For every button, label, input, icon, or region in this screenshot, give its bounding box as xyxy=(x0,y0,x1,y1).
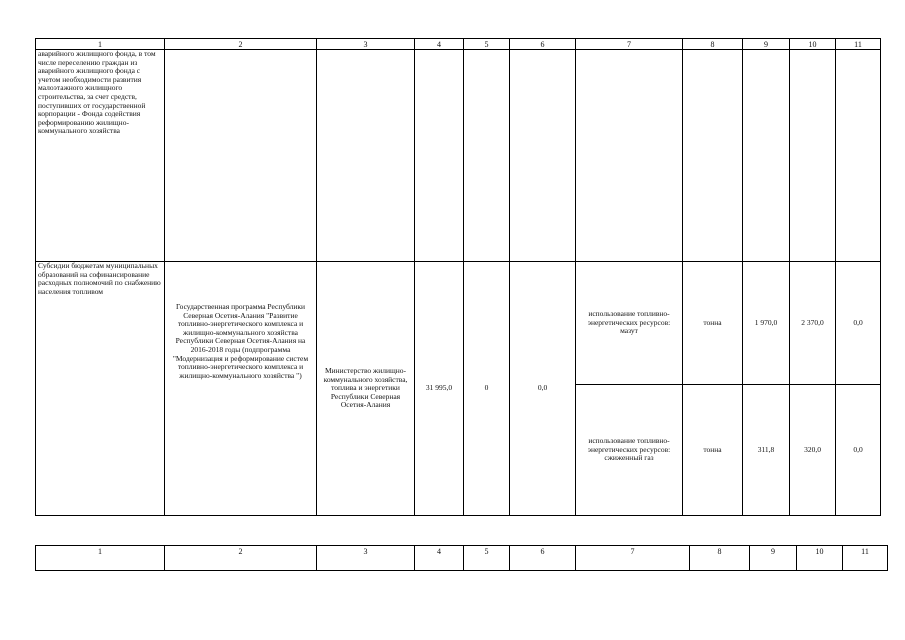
column-number: 9 xyxy=(743,39,790,50)
column-number: 10 xyxy=(790,39,836,50)
indicator-name-cell: использование топливно-энергетических ресурсов: мазут xyxy=(576,262,683,385)
column-number: 11 xyxy=(836,39,881,50)
column-number: 10 xyxy=(797,546,843,571)
column-number: 6 xyxy=(510,546,576,571)
column-number: 1 xyxy=(36,546,165,571)
value-cell: 311,8 xyxy=(743,385,790,516)
value-cell: 1 970,0 xyxy=(743,262,790,385)
continuation-header-table xyxy=(35,545,888,571)
ministry-cell: Министерство жилищно-коммунального хозяйства, топлива и энергетики Республики Северная Осетия-Алания xyxy=(317,262,415,516)
column-number: 2 xyxy=(165,39,317,50)
table-row xyxy=(36,262,881,385)
column-number: 5 xyxy=(464,546,510,571)
column-number: 11 xyxy=(843,546,888,571)
column-number: 2 xyxy=(165,546,317,571)
column-number-row xyxy=(36,546,888,571)
column-number: 9 xyxy=(750,546,797,571)
value-cell: 2 370,0 xyxy=(790,262,836,385)
indicator-name-cell: использование топливно-энергетических ресурсов: сжиженный газ xyxy=(576,385,683,516)
value-cell: 0,0 xyxy=(836,262,881,385)
column-number: 8 xyxy=(690,546,750,571)
unit-cell: тонна xyxy=(683,262,743,385)
column-number: 7 xyxy=(576,546,690,571)
column-number-row xyxy=(36,39,881,50)
column-number: 3 xyxy=(317,546,415,571)
value-cell: 320,0 xyxy=(790,385,836,516)
subsidy-name-cell: Субсидии бюджетам муниципальных образований на софинансирование расходных полномочий по снабжению населения топливом xyxy=(36,262,165,516)
column-number: 4 xyxy=(415,39,464,50)
amount-cell: 31 995,0 xyxy=(415,262,464,516)
value-cell: 0 xyxy=(464,262,510,516)
column-number: 4 xyxy=(415,546,464,571)
column-number: 6 xyxy=(510,39,576,50)
column-number: 8 xyxy=(683,39,743,50)
budget-table xyxy=(35,38,881,516)
table-row xyxy=(36,50,881,262)
column-number: 5 xyxy=(464,39,510,50)
column-number: 3 xyxy=(317,39,415,50)
program-cell: Государственная программа Республики Северная Осетия-Алания "Развитие топливно-энергетического комплекса и жилищно-коммунального хозяйства Республики Северная Осетия-Алания на 2016-2018 годы (подпрограмма "Модернизация и реформирование систем топливно-энергетического комплекса и жилищно-коммунального хозяйства ") xyxy=(165,262,317,516)
unit-cell: тонна xyxy=(683,385,743,516)
column-number: 7 xyxy=(576,39,683,50)
value-cell: 0,0 xyxy=(836,385,881,516)
expense-name-cell: аварийного жилищного фонда, в том числе переселению граждан из аварийного жилищного фонда с учетом необходимости развития малоэтажного жилищного строительства, за счет средств, поступивших от государственной корпорации - Фонда содействия реформированию жилищно-коммунального хозяйства xyxy=(36,50,165,262)
column-number: 1 xyxy=(36,39,165,50)
value-cell: 0,0 xyxy=(510,262,576,516)
